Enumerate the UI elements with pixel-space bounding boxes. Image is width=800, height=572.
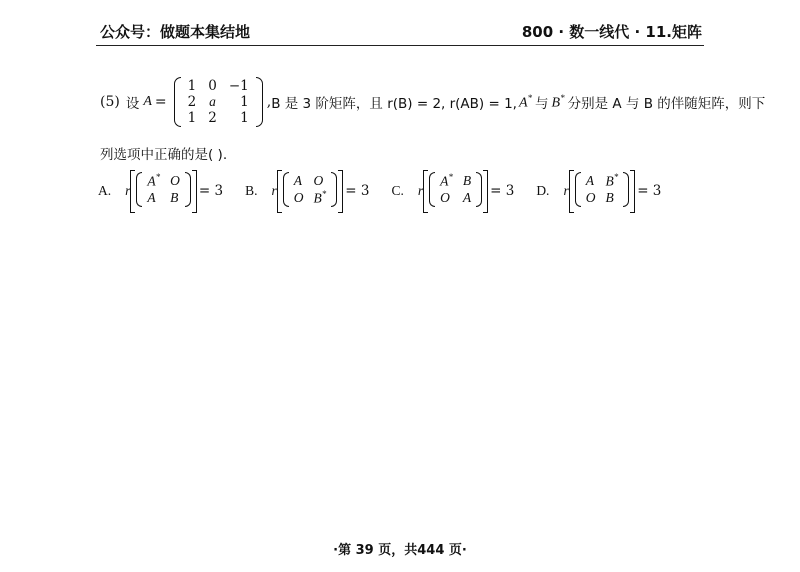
matrix-cell: a bbox=[209, 94, 216, 109]
option-d[interactable]: D. r A B* O B = 3 bbox=[536, 172, 661, 211]
statement-part-3: 分别是 A 与 B 的伴随矩阵，则下 bbox=[567, 96, 766, 112]
option-cell: B bbox=[605, 190, 614, 205]
matrix-cell: 1 bbox=[240, 94, 249, 110]
option-cell: A bbox=[293, 172, 302, 188]
option-cell: B bbox=[170, 190, 179, 205]
matrix-cell: 1 bbox=[240, 110, 249, 126]
option-rhs: = 3 bbox=[637, 183, 662, 200]
option-b[interactable]: B. r A O O B* = 3 bbox=[245, 172, 369, 211]
page-footer: ·第 39 页，共444 页· bbox=[333, 543, 467, 558]
option-a[interactable]: A. r A* O A B = 3 bbox=[98, 172, 223, 211]
header-rule bbox=[96, 45, 704, 46]
question-number: (5) bbox=[100, 94, 120, 110]
matrix-cell: 0 bbox=[208, 78, 217, 94]
option-label: A. bbox=[98, 183, 112, 199]
option-cell: A bbox=[462, 190, 472, 205]
option-label: B. bbox=[245, 183, 258, 199]
option-rhs: = 3 bbox=[198, 183, 224, 200]
question-line-2: 列选项中正确的是( ). bbox=[100, 147, 228, 163]
option-cell: O bbox=[293, 189, 304, 205]
options-row bbox=[98, 172, 683, 211]
matrix-cell: 2 bbox=[208, 110, 217, 126]
statement-part-1: B 是 3 阶矩阵，且 r(B) = 2, r(AB) = 1, bbox=[271, 96, 517, 112]
option-cell: O bbox=[313, 172, 324, 188]
option-cell: O bbox=[170, 172, 180, 188]
option-cell: A bbox=[147, 190, 156, 205]
matrix-cell: 1 bbox=[187, 110, 197, 126]
question-lead: 设 bbox=[125, 96, 140, 112]
header-left: 公众号：做题本集结地 bbox=[100, 23, 251, 41]
matrix-cell: 2 bbox=[187, 94, 197, 110]
option-cell: A* bbox=[147, 172, 161, 189]
option-cell: B bbox=[462, 172, 472, 188]
option-cell: A* bbox=[440, 172, 453, 189]
matrix-name: A bbox=[143, 94, 152, 109]
option-c[interactable]: C. r A* B O A = 3 bbox=[391, 172, 514, 211]
question-line-1: (5) 设 A = 1 0 −1 2 a 1 1 2 1 , B 是 3 阶矩阵，且 r(B) = 2, r(AB) = 1, A* 与 B* 分别是 A 与 B 的伴随矩阵，则下 bbox=[100, 78, 766, 126]
statement-part-2: 与 bbox=[535, 96, 549, 112]
option-cell: O bbox=[585, 190, 596, 205]
option-label: C. bbox=[391, 183, 404, 199]
option-rhs: = 3 bbox=[345, 183, 370, 200]
option-cell: A bbox=[585, 172, 594, 188]
matrix-cell: 1 bbox=[187, 78, 197, 94]
option-label: D. bbox=[536, 183, 550, 199]
option-cell: B* bbox=[313, 189, 327, 206]
header-right: 800 · 数一线代 · 11.矩阵 bbox=[521, 23, 702, 41]
option-cell: B* bbox=[605, 172, 619, 189]
option-rhs: = 3 bbox=[490, 183, 515, 200]
matrix-cell: −1 bbox=[228, 78, 249, 94]
matrix-a bbox=[174, 78, 263, 126]
option-cell: O bbox=[440, 190, 450, 205]
